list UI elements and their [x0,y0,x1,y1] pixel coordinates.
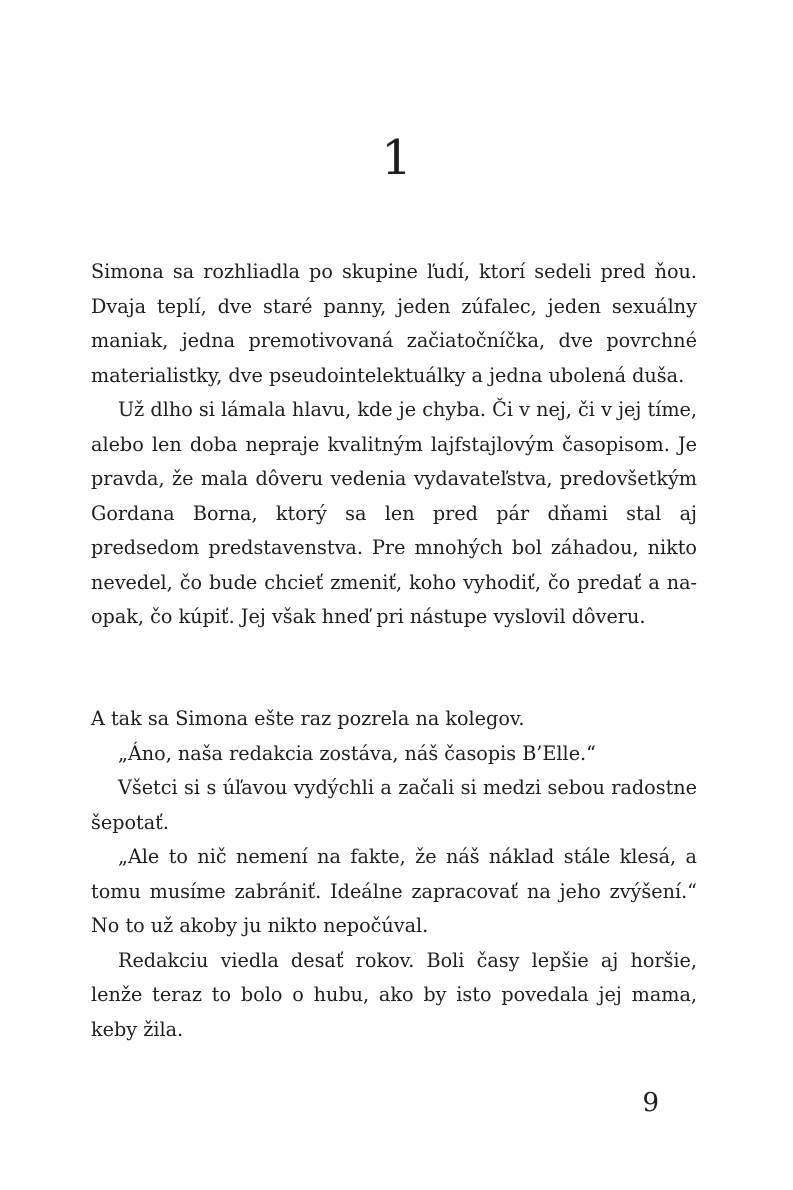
text-section-1 [91,255,697,635]
paragraph: Všetci si s úľavou vydýchli a začali si medzi sebou radostne šepotať. [91,776,697,834]
paragraph: Už dlho si lámala hlavu, kde je chyba. Či v nej, či v jej tíme, alebo len doba nepraje kvalitným lajfstajlovým časopisom. Je pravda, že mala dôveru vedenia vydavateľstva, predovšetkým Gordana Borna, ktorý sa len pred pár dňami stal aj predsedom predstavenstva. Pre mnohých bol záhadou, nikto nevedel, čo bude chcieť zmeniť, koho vyhodiť, čo predať a naopak, čo kúpiť. Jej však hneď pri nástupe vyslovil dôveru. [91,398,697,628]
chapter-number: 1 [381,130,412,186]
paragraph: Simona sa rozhliadla po skupine ľudí, ktorí sedeli pred ňou. Dvaja teplí, dve staré panny, jeden zúfalec, jeden sexuálny maniak, jedna premotivovaná začiatočníčka, dve povrchné materialistky, dve pseudointelektuálky a jedna ubolená duša. [91,260,697,387]
page-number: 9 [642,1088,659,1118]
paragraph: A tak sa Simona ešte raz pozrela na kolegov. [91,707,525,730]
paragraph: „Ale to nič nemení na fakte, že náš náklad stále klesá, a tomu musíme zabrániť. Ideálne zapracovať na jeho zvýšení.“ No to už akoby ju nikto nepočúval. [91,845,697,937]
paragraph: „Áno, naša redakcia zostáva, náš časopis B’Elle.“ [118,741,596,765]
text-section-2 [91,702,697,1047]
paragraph: Redakciu viedla desať rokov. Boli časy lepšie aj horšie, lenže teraz to bolo o hubu, ako by isto povedala jej mama, keby žila. [91,948,697,1041]
